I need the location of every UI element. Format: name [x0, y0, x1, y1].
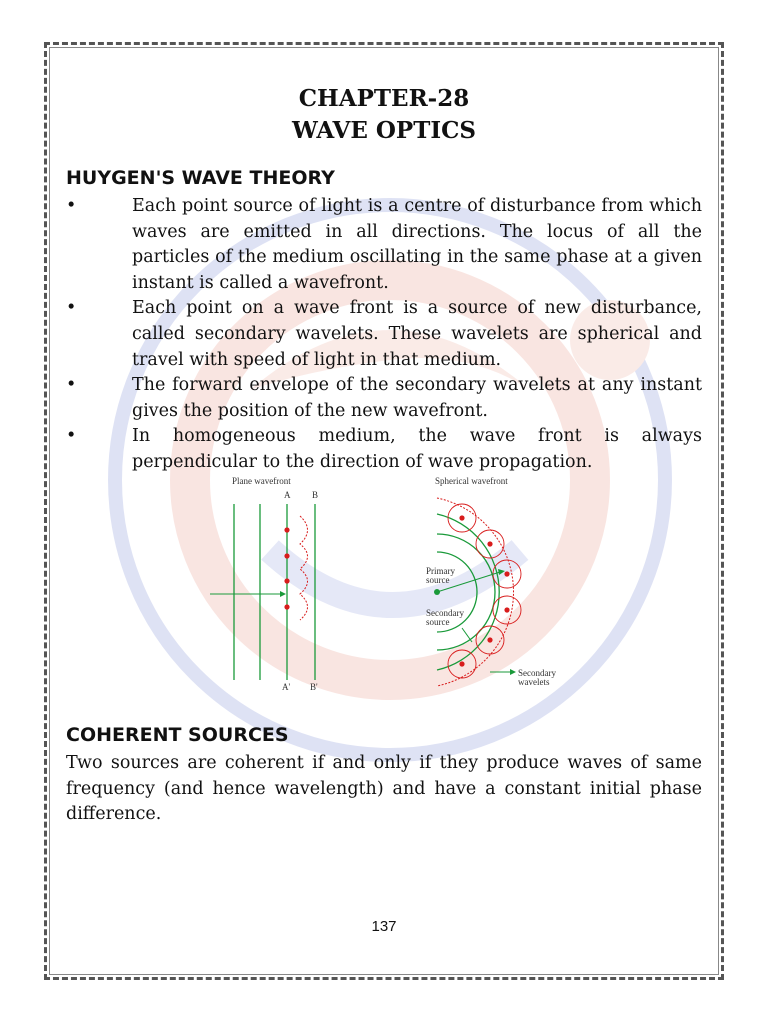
section-heading-huygens: HUYGEN'S WAVE THEORY: [66, 167, 335, 189]
label-A: A: [284, 490, 291, 500]
list-item: • Each point source of light is a centre of disturbance from which waves are emitted in all directions. The locus of all the particles of the medium oscillating in the same phase at a given instant is called a wavefront.: [66, 194, 702, 296]
list-item: • The forward envelope of the secondary wavelets at any instant gives the position of the new wavefront.: [66, 373, 702, 424]
chapter-title: WAVE OPTICS: [291, 117, 477, 144]
section-heading-coherent: COHERENT SOURCES: [66, 724, 289, 746]
chapter-number: CHAPTER-28: [298, 85, 470, 112]
wavefront-figure: [200, 474, 580, 700]
secondary-source-label-line2: source: [426, 617, 450, 627]
page-number: 137: [371, 918, 397, 935]
plane-wavefront-label: Plane wavefront: [232, 476, 291, 486]
label-B: B: [312, 490, 319, 500]
list-item: • In homogeneous medium, the wave front is always perpendicular to the direction of wave propagation.: [66, 424, 702, 475]
label-A-prime: A': [282, 682, 291, 692]
list-item: • Each point on a wave front is a source of new disturbance, called secondary wavelets. These wavelets are spherical and travel with speed of light in that medium.: [66, 296, 702, 373]
huygens-bullet-list: [66, 194, 702, 476]
secondary-wavelets-label-line1: Secondary: [518, 668, 556, 678]
plane-wavefront-diagram: [210, 476, 318, 692]
primary-source-label-line2: source: [426, 575, 450, 585]
secondary-source-label-line1: Secondary: [426, 608, 464, 618]
coherent-sources-paragraph: Two sources are coherent if and only if they produce waves of same frequency (and hence wavelength) and have a constant initial phase difference.: [66, 753, 702, 825]
label-B-prime: B': [310, 682, 318, 692]
primary-source-label-line1: Primary: [426, 566, 455, 576]
spherical-wavefront-diagram: [426, 476, 556, 687]
secondary-wavelets-label-line2: wavelets: [518, 677, 550, 687]
spherical-wavefront-label: Spherical wavefront: [435, 476, 508, 486]
